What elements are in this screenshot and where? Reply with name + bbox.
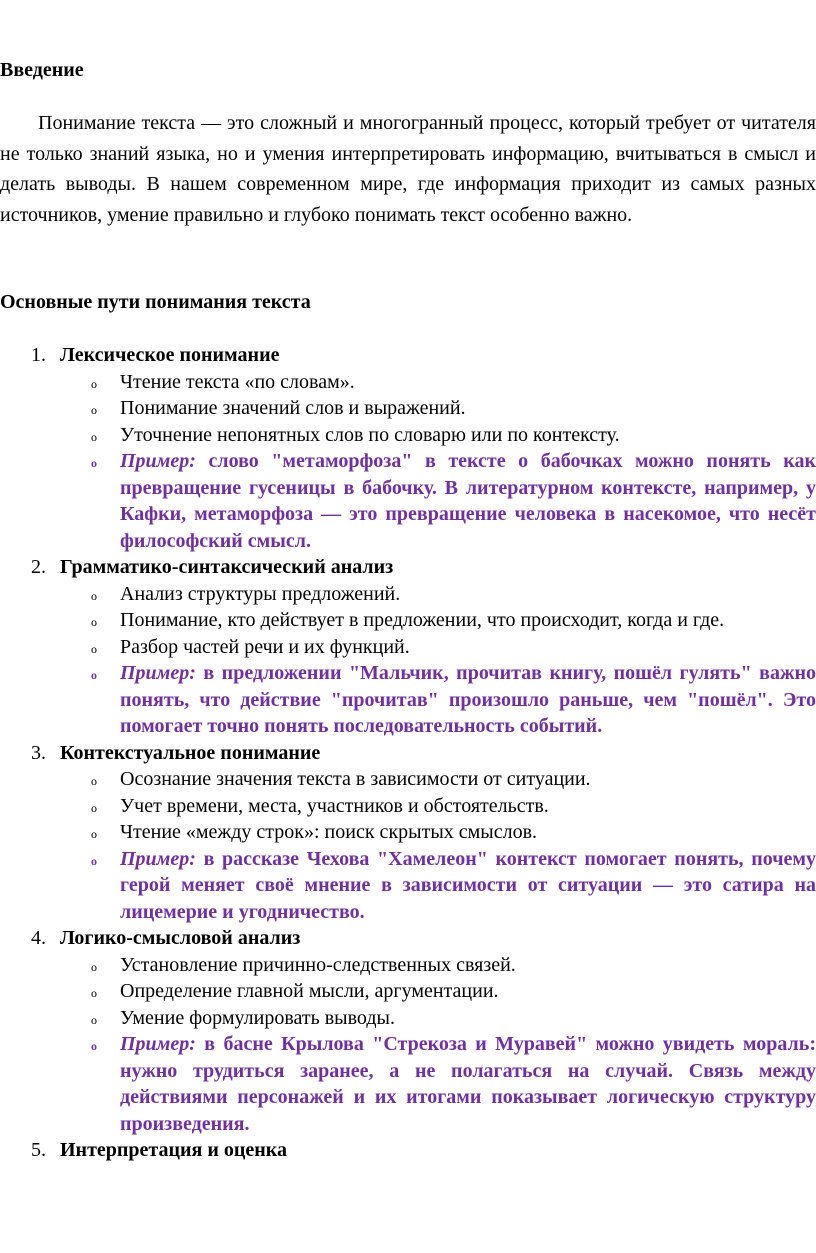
list-item (0, 607, 816, 634)
example-label: Пример: (120, 1033, 196, 1055)
example-text: слово "метаморфоза" в тексте о бабочках можно понять как превращение гусеницы в бабочку. В литературном контексте, например, у Кафки, метаморфоза — это превращение человека в насекомое, что несёт философский смысл. (120, 450, 816, 552)
section-number: 5. (31, 1139, 46, 1161)
example-text: в рассказе Чехова "Хамелеон" контекст помогает понять, почему герой меняет своё мнение в зависимости от ситуации — это сатира на лицемерие и угодничество. (120, 847, 816, 923)
circle-bullet-icon: o (91, 774, 97, 788)
intro-paragraph: Понимание текста — это сложный и многогранный процесс, который требует от читателя не только знаний языка, но и умения интерпретировать информацию, вчитываться в смысл и делать выводы. В нашем современном мире, где информация приходит из самых разных источников, умение правильно и глубоко понимать текст особенно важно. (0, 112, 816, 226)
section-items (0, 369, 816, 555)
example-item (0, 448, 816, 554)
list-item (0, 793, 816, 820)
circle-bullet-icon: o (91, 376, 97, 391)
section-items (0, 581, 816, 740)
list-item-text: Уточнение непонятных слов по словарю или по контексту. (120, 423, 620, 446)
section-title-text: Логико-смысловой анализ (60, 927, 301, 949)
circle-bullet-icon: o (91, 615, 97, 629)
section-logic (0, 925, 816, 1137)
section-title (0, 1137, 816, 1164)
example-label: Пример: (120, 662, 196, 684)
list-item-text: Чтение «между строк»: поиск скрытых смыслов. (120, 821, 538, 843)
list-item-text: Анализ структуры предложений. (120, 582, 401, 605)
example-label: Пример: (120, 847, 196, 870)
example-text: в басне Крылова "Стрекоза и Муравей" можно увидеть мораль: нужно трудиться заранее, а не полагаться на случай. Связь между действиями персонажей и их итогами показывает логическую структуру произведения. (120, 1033, 816, 1135)
section-lexical (0, 342, 816, 554)
list-item-text: Учет времени, места, участников и обстоятельств. (120, 794, 549, 817)
section-number: 2. (31, 556, 46, 578)
section-grammar (0, 554, 816, 740)
circle-bullet-icon: o (91, 986, 97, 1000)
list-item (0, 766, 816, 793)
section-title-text: Лексическое понимание (60, 344, 280, 366)
list-item-text: Чтение текста «по словам». (120, 370, 355, 393)
circle-bullet-icon: o (91, 588, 97, 603)
example-item (0, 846, 816, 926)
section-title (0, 740, 816, 767)
circle-bullet-icon: o (91, 1012, 97, 1027)
example-item (0, 660, 816, 740)
list-item-text: Разбор частей речи и их функций. (120, 635, 410, 658)
section-title-text: Контекстуальное понимание (60, 741, 321, 764)
section-number: 3. (31, 741, 46, 764)
list-item (0, 952, 816, 979)
circle-bullet-icon: o (91, 403, 97, 417)
circle-bullet-icon: o (91, 827, 97, 841)
list-item-text: Установление причинно-следственных связей. (120, 953, 516, 976)
section-title-text: Грамматико-синтаксический анализ (60, 556, 394, 578)
list-item (0, 634, 816, 661)
circle-bullet-icon: o (91, 959, 97, 974)
section-number: 1. (31, 344, 46, 366)
example-text: в предложении "Мальчик, прочитав книгу, пошёл гулять" важно понять, что действие "прочитав" произошло раньше, чем "пошёл". Это помогает точно понять последовательность событий. (120, 662, 816, 737)
list-item-text: Умение формулировать выводы. (120, 1006, 395, 1029)
circle-bullet-icon: o (91, 1039, 97, 1053)
list-item-text: Понимание, кто действует в предложении, что происходит, когда и где. (120, 609, 725, 631)
list-item (0, 1005, 816, 1032)
section-title (0, 554, 816, 581)
list-item (0, 395, 816, 422)
ways-heading: Основные пути понимания текста (0, 291, 311, 313)
list-item-text: Понимание значений слов и выражений. (120, 397, 466, 419)
list-item-text: Осознание значения текста в зависимости от ситуации. (120, 768, 591, 790)
example-label: Пример: (120, 450, 196, 472)
section-items (0, 766, 816, 925)
intro-heading: Введение (0, 59, 84, 81)
list-item-text: Определение главной мысли, аргументации. (120, 980, 499, 1002)
list-item (0, 581, 816, 608)
section-interpretation (0, 1137, 816, 1164)
section-number: 4. (31, 927, 46, 949)
section-items (0, 952, 816, 1138)
section-title-text: Интерпретация и оценка (60, 1139, 288, 1161)
list-item (0, 369, 816, 396)
circle-bullet-icon: o (91, 456, 97, 470)
circle-bullet-icon: o (91, 853, 97, 868)
circle-bullet-icon: o (91, 668, 97, 682)
section-context (0, 740, 816, 926)
list-item (0, 819, 816, 846)
section-title (0, 342, 816, 369)
list-item (0, 978, 816, 1005)
example-item (0, 1031, 816, 1137)
section-title (0, 925, 816, 952)
circle-bullet-icon: o (91, 429, 97, 444)
ways-list (0, 342, 816, 1164)
circle-bullet-icon: o (91, 641, 97, 656)
list-item (0, 422, 816, 449)
circle-bullet-icon: o (91, 800, 97, 815)
